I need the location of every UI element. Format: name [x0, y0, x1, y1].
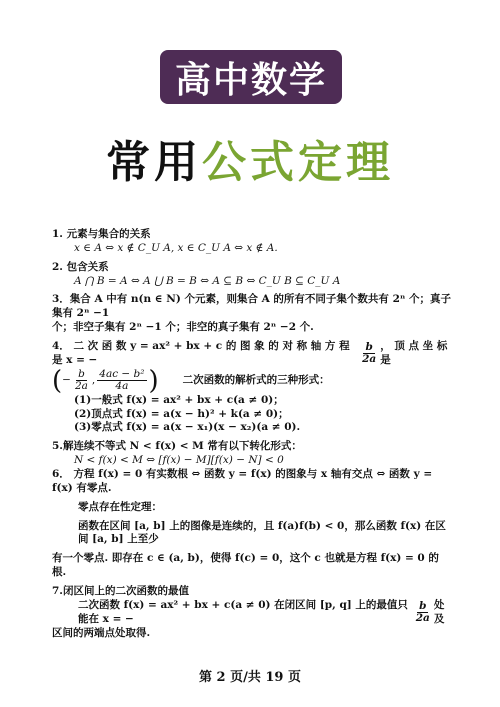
- section7-line1: [52, 599, 452, 627]
- section7-heading: 7.闭区间上的二次函数的最值: [52, 585, 189, 598]
- section6-line1: 6． 方程 f(x) = 0 有实数根 ⇔ 函数 y = f(x) 的图象与 x 轴有交点 ⇔ 函数 y = f(x) 有零点.: [52, 468, 433, 494]
- section4-line1: [52, 340, 452, 368]
- vertex-x-num: b: [78, 367, 85, 380]
- vertex-x-den: 2a: [74, 380, 88, 393]
- section7-fraction-num: b: [419, 599, 427, 612]
- section2-heading: 2. 包含关系: [52, 260, 109, 273]
- section1-heading: 1. 元素与集合的关系: [52, 228, 151, 240]
- banner-text: 高中数学: [174, 59, 327, 101]
- section5-heading: 5.解连续不等式 N < f(x) < M 常有以下转化形式：: [52, 440, 302, 453]
- section4-form2: (2)顶点式 f(x) = a(x − h)² + k(a ≠ 0)；: [74, 407, 289, 420]
- title-part-black: 常用: [106, 137, 202, 188]
- section4-line1-post: ， 顶 点 坐 标 是: [380, 340, 448, 366]
- section2-formula: A ⋂ B = A ⇔ A ⋃ B = B ⇔ A ⊆ B ⇔ C_U B ⊆ C_U A: [74, 274, 341, 287]
- banner: [160, 50, 342, 104]
- section6-para1: 函数在区间 [a, b] 上的图像是连续的，且 f(a)f(b) < 0，那么函数 f(x) 在区间 [a, b] 上至少: [78, 519, 446, 546]
- section6-para2: 有一个零点. 即存在 c ∈ (a, b)，使得 f(c) = 0，这个 c 也就是方程 f(x) = 0 的根.: [52, 552, 439, 579]
- vertex-open-paren: (: [52, 365, 63, 396]
- section4-form3: (3)零点式 f(x) = a(x − x₁)(x − x₂)(a ≠ 0).: [74, 421, 301, 434]
- section7-line1-post: 处及: [433, 598, 445, 625]
- section7-line1-pre: 二次函数 f(x) = ax² + bx + c(a ≠ 0) 在闭区间 [p, q] 上的最值只能在 x = −: [78, 598, 408, 625]
- section1-formula: x ∈ A ⇔ x ∉ C_U A, x ∈ C_U A ⇔ x ∉ A.: [74, 241, 278, 254]
- page-number: 第 2 页/共 19 页: [199, 670, 301, 685]
- section4-forms-label: 二次函数的解析式的三种形式：: [182, 373, 330, 386]
- section4-form1: (1)一般式 f(x) = ax² + bx + c(a ≠ 0)；: [74, 393, 284, 406]
- formula-content: [52, 228, 452, 640]
- section3-line2: 个；非空子集有 2ⁿ −1 个；非空的真子集有 2ⁿ −2 个.: [52, 321, 314, 334]
- vertex-y-den: 4a: [115, 380, 129, 393]
- section7-fraction-den: 2a: [415, 612, 430, 625]
- section4-vertex-line: ( − $\frac{b}{2a}$ , $\frac{\text{4ac − b²}}{4a}$ ) 二次函数的解析式的三种形式：: [52, 365, 330, 396]
- section4-line1-pre: 4． 二 次 函 数 y = ax² + bx + c 的 图 象 的 对 称 轴 方 程 是 x = −: [52, 340, 350, 366]
- vertex-y-fraction: [97, 369, 146, 393]
- vertex-y-num: 4ac − b²: [99, 367, 145, 380]
- section7-fraction: [414, 601, 432, 625]
- section3-line1: 3．集合 A 中有 n(n ∈ N) 个元素，则集合 A 的所有不同子集个数共有 2ⁿ 个；真子集有 2ⁿ −1: [52, 293, 451, 320]
- title-part-green: 公式定理: [202, 137, 394, 188]
- axis-fraction-num: b: [365, 340, 373, 353]
- vertex-x-fraction: [73, 369, 90, 393]
- section6-subheading: 零点存在性定理：: [78, 500, 162, 513]
- section7-line2: 区间的两端点处取得.: [52, 626, 151, 639]
- vertex-close-paren: ): [148, 365, 159, 396]
- axis-fraction: [360, 342, 378, 366]
- page-title: [0, 126, 500, 190]
- axis-fraction-den: 2a: [362, 353, 377, 366]
- section5-formula: N < f(x) < M ⇔ [f(x) − M][f(x) − N] < 0: [74, 454, 284, 467]
